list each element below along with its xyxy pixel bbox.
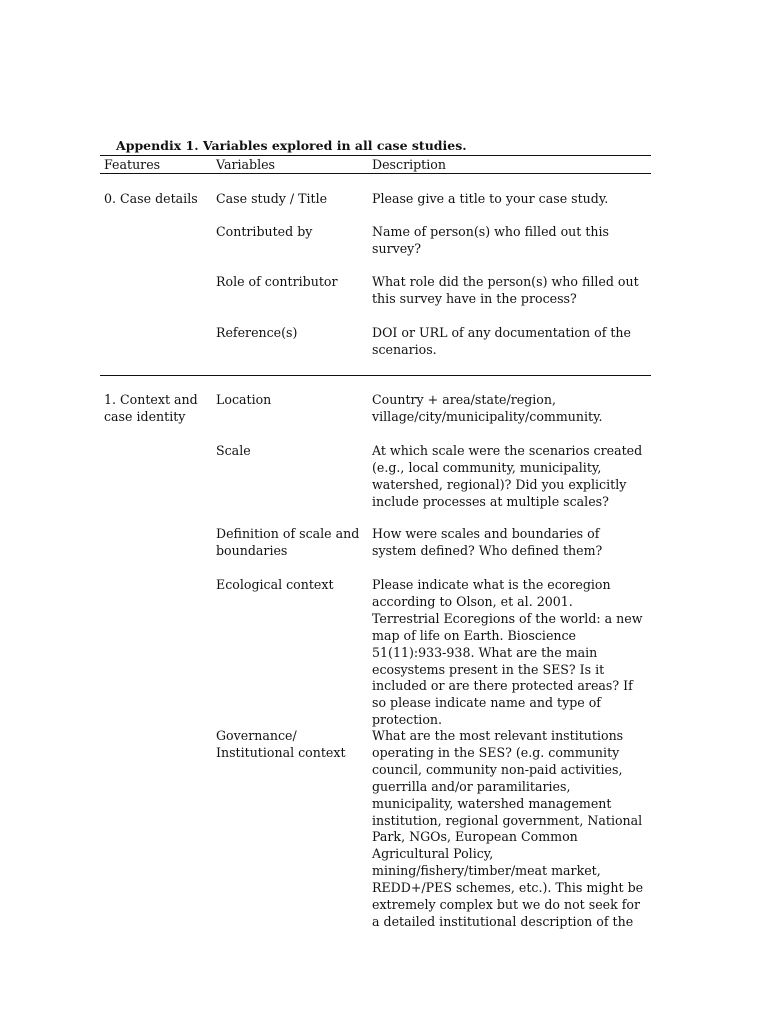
appendix-title: Appendix 1. Variables explored in all case studies. (116, 138, 467, 153)
description-governance: What are the most relevant institutions operating in the SES? (e.g. community council, community non-paid activities, guerrilla and/or paramilitaries, municipality, watershed management institution, regional government, National Park, NGOs, European Common Agricultural Policy, mining/fishery/timber/meat market, REDD+/PES schemes, etc.). This might be extremely complex but we do not seek for a detailed institutional description of the (372, 728, 644, 929)
variable-contributed-by: Contributed by (216, 224, 313, 239)
description-location: Country + area/state/region, village/city/municipality/community. (372, 392, 603, 424)
header-variables: Variables (216, 157, 276, 172)
variable-role-of-contributor: Role of contributor (216, 274, 338, 289)
table-top-rule (100, 155, 651, 156)
variable-location: Location (216, 392, 272, 407)
header-bottom-rule (100, 173, 651, 174)
description-scale: At which scale were the scenarios created (e.g., local community, municipality, watershed, regional)? Did you explicitly include processes at multiple scales? (372, 443, 643, 509)
section-divider-rule (100, 375, 651, 376)
description-contributed-by: Name of person(s) who filled out this survey? (372, 224, 610, 256)
description-case-study-title: Please give a title to your case study. (372, 191, 609, 206)
header-features: Features (104, 157, 161, 172)
description-ecological-context: Please indicate what is the ecoregion according to Olson, et al. 2001. Terrestrial Ecoregions of the world: a new map of life on Earth. Bioscience 51(11):933-938. What are the main ecosystems present in the SES? Is it included or are there protected areas? If so please indicate name and type of protection. (372, 577, 643, 728)
description-definition-of-scale: How were scales and boundaries of system defined? Who defined them? (372, 526, 603, 558)
variable-scale: Scale (216, 443, 251, 458)
section-feature-context: 1. Context and case identity (104, 392, 198, 424)
section-feature-case-details: 0. Case details (104, 191, 198, 206)
variable-references: Reference(s) (216, 325, 298, 340)
variable-governance: Governance/ Institutional context (216, 728, 346, 760)
variable-case-study-title: Case study / Title (216, 191, 328, 206)
description-role-of-contributor: What role did the person(s) who filled out this survey have in the process? (372, 274, 639, 306)
header-description: Description (372, 157, 446, 172)
variable-definition-of-scale: Definition of scale and boundaries (216, 526, 360, 558)
variable-ecological-context: Ecological context (216, 577, 334, 592)
description-references: DOI or URL of any documentation of the scenarios. (372, 325, 631, 357)
